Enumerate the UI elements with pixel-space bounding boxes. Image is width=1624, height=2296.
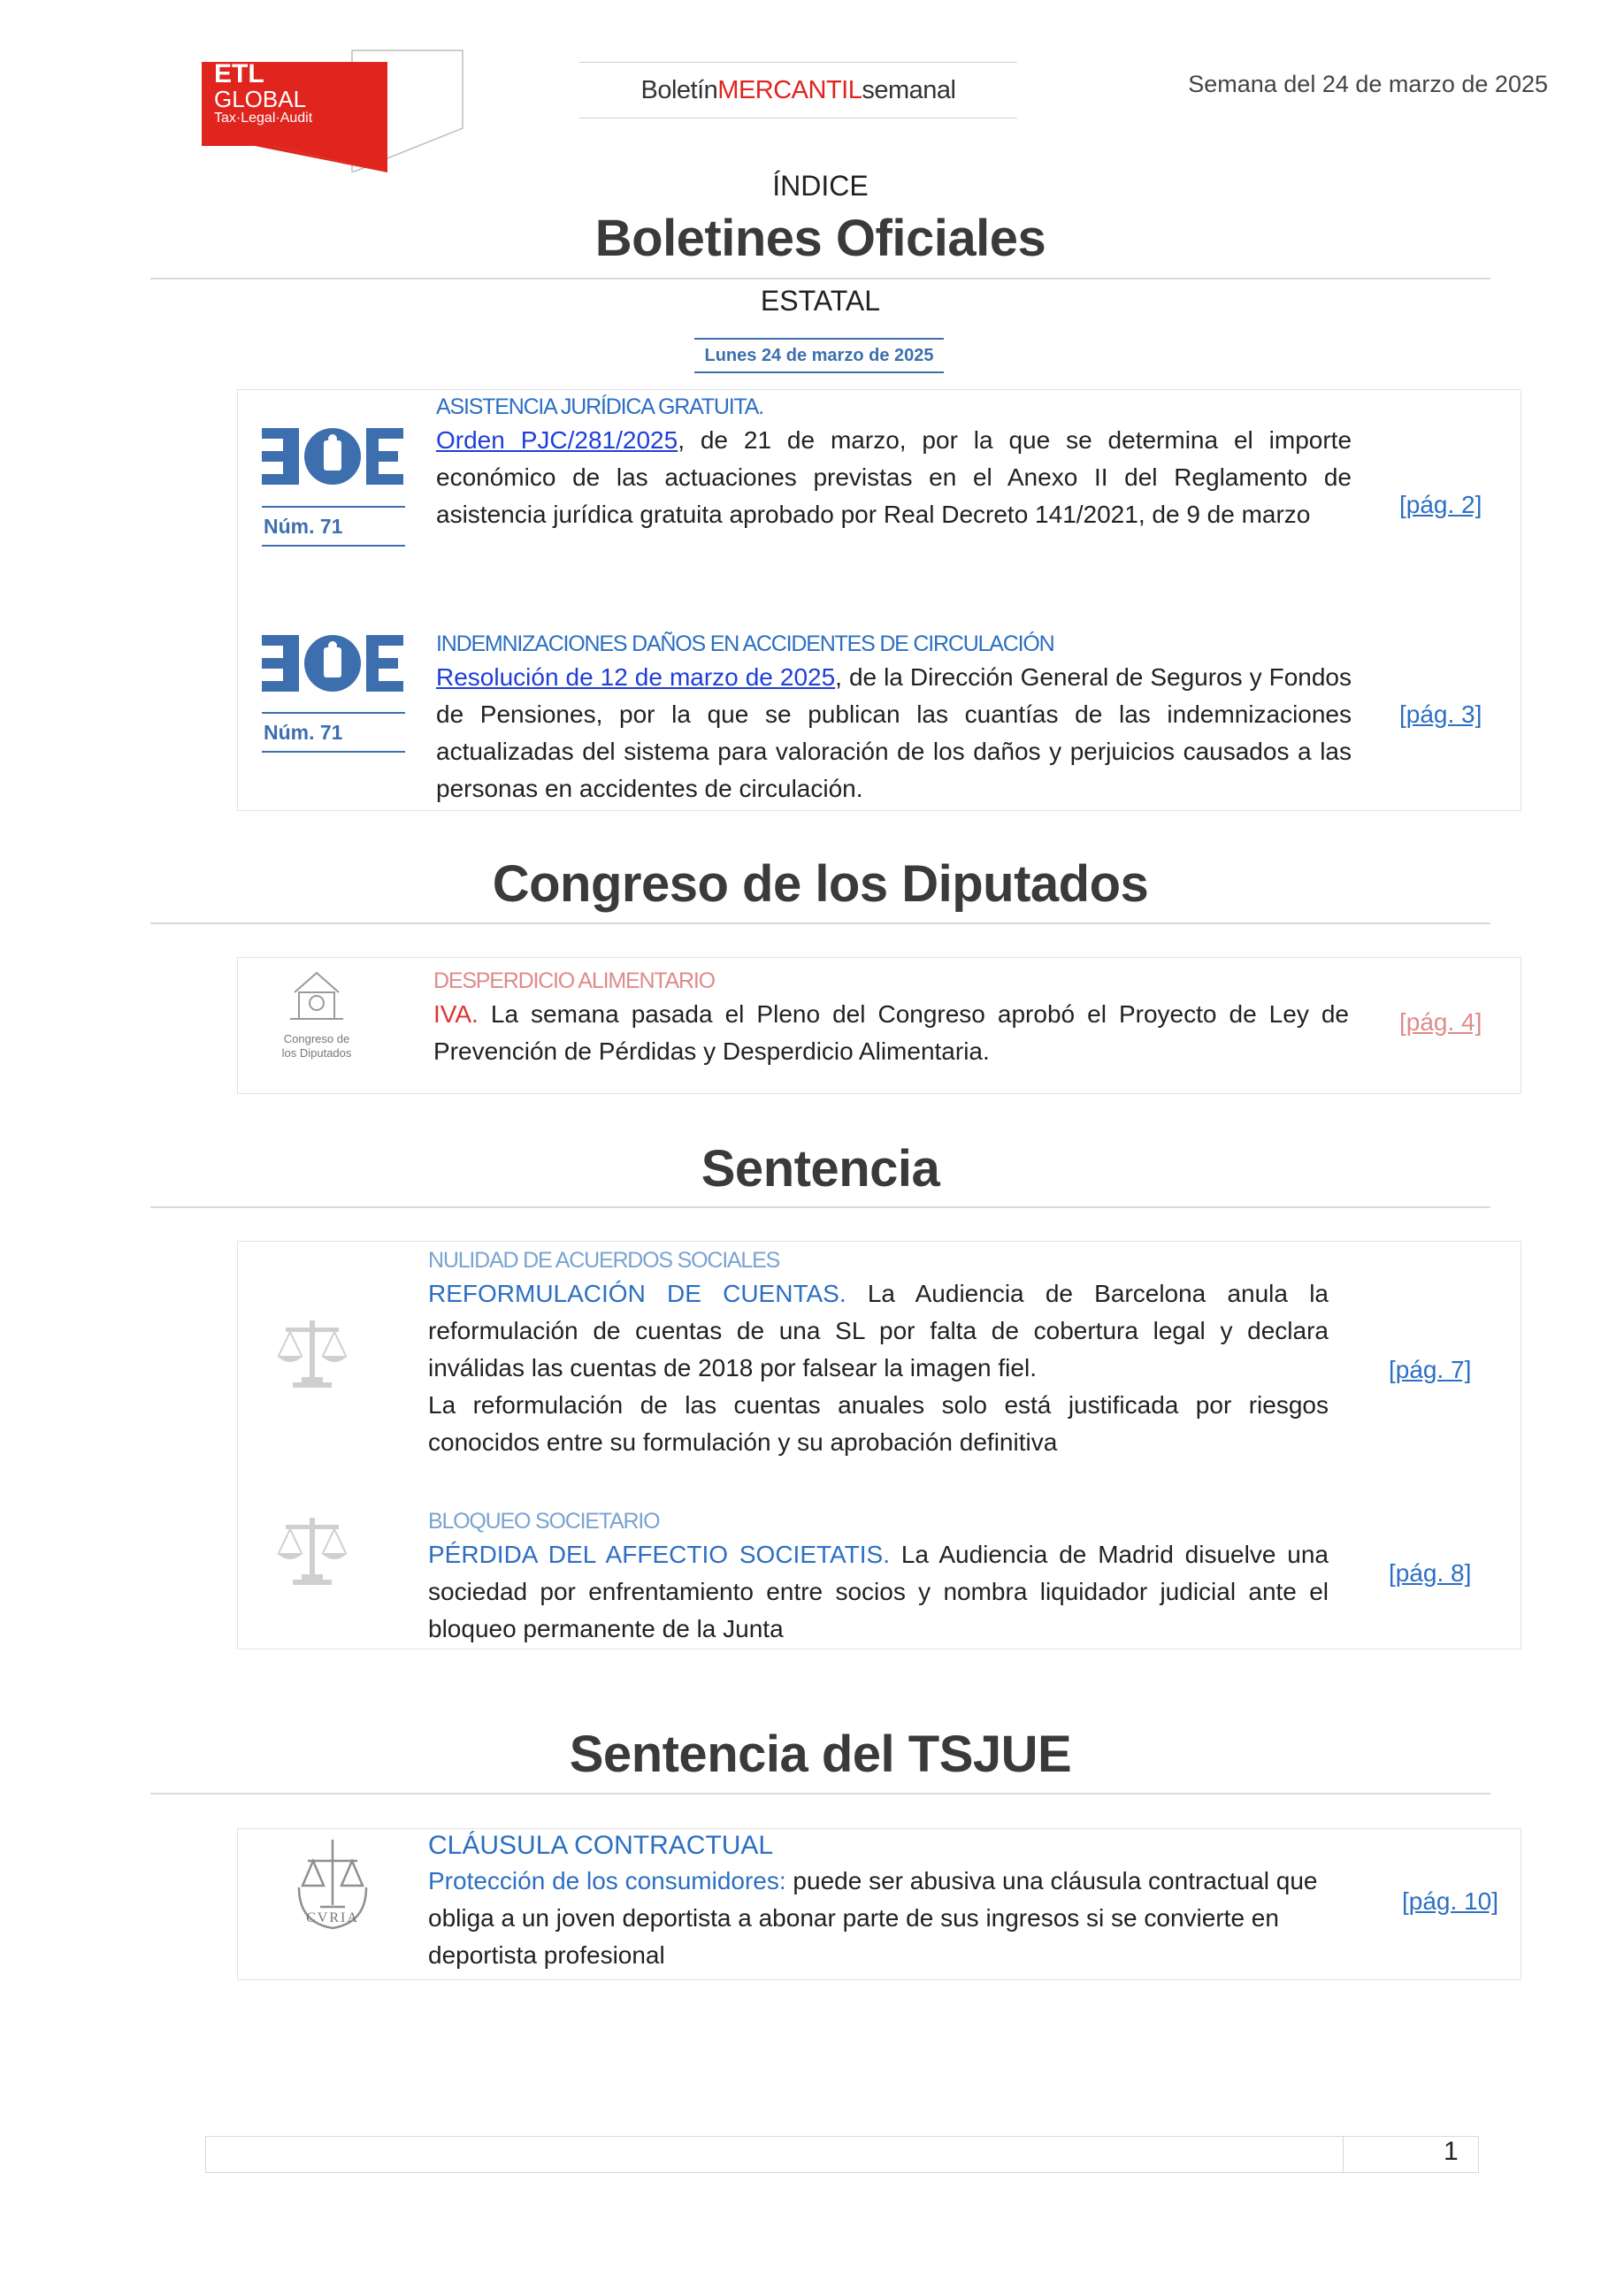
entry-body: La Audiencia de Barcelona anula la reformulación de cuentas de una SL por falta de cobertura legal y declara inválidas las cuentas de 2018 por falsear la imagen fiel. (428, 1280, 1329, 1381)
congreso-logo-line1: Congreso de (283, 1032, 350, 1045)
scales-icon (270, 1511, 355, 1595)
entry-body: La semana pasada el Pleno del Congreso aprobó el Proyecto de Ley de Prevención de Pérdidas y Desperdicio Alimentaria. (433, 1000, 1349, 1065)
logo-tagline: Tax·Legal·Audit (214, 111, 313, 126)
entry-congreso (433, 966, 1349, 1070)
entry-link[interactable]: Orden PJC/281/2025 (436, 426, 678, 454)
index-label: ÍNDICE (772, 170, 869, 202)
entry-boe-2 (436, 629, 1352, 807)
page-number: 1 (1444, 2137, 1459, 2166)
entry-body: , de 21 de marzo, por la que se determina el importe económico de las actuaciones previstas en el Anexo II del Reglamento de asistencia jurídica gratuita aprobado por Real Decreto 141/2021, de 9 de marzo (436, 426, 1352, 528)
entry-category: NULIDAD DE ACUERDOS SOCIALES (428, 1248, 780, 1273)
footer-divider (1343, 2136, 1344, 2173)
bulletin-title-red: MERCANTIL (717, 75, 862, 104)
entry-body: puede ser abusiva una cláusula contractual que obliga a un joven deportista a abonar parte de sus ingresos si se convierte en deportista profesional (428, 1867, 1318, 1969)
entry-category: INDEMNIZACIONES DAÑOS EN ACCIDENTES DE CIRCULACIÓN (436, 631, 1054, 656)
entry-lead: REFORMULACIÓN DE CUENTAS. (428, 1280, 846, 1307)
entry-lead: Protección de los consumidores: (428, 1867, 786, 1894)
boe-issue-badge: Núm. 71 (262, 712, 405, 753)
bulletin-title-pre: Boletín (640, 75, 718, 104)
entry-body: , de la Dirección General de Seguros y Fondos de Pensiones, por la que se publican las cuantías de las indemnizaciones actualizadas del sistema para valoración de los daños y perjuicios causados a las personas en accidentes de circulación. (436, 663, 1352, 802)
boe-logo (262, 635, 403, 696)
etl-global-logo (202, 49, 467, 172)
week-label: Semana del 24 de marzo de 2025 (1188, 71, 1548, 97)
boe-logo (262, 428, 403, 489)
page-ref-link[interactable]: [pág. 7] (1389, 1356, 1472, 1383)
page-ref-link[interactable]: [pág. 10] (1402, 1887, 1498, 1915)
entry-sentencia-1 (428, 1245, 1329, 1461)
section-subtitle-estatal: ESTATAL (760, 285, 881, 317)
entry-lead: IVA. (433, 1000, 479, 1028)
section-title-congreso: Congreso de los Diputados (492, 855, 1149, 913)
entry-text (428, 1863, 1367, 1974)
entry-body: La Audiencia de Madrid disuelve una sociedad por enfrentamiento entre socios y nombra liquidador judicial ante el bloqueo permanente de la Junta (428, 1541, 1329, 1642)
footer-bar (205, 2136, 1479, 2173)
bulletin-title-post: semanal (862, 75, 956, 104)
date-label: Lunes 24 de marzo de 2025 (694, 338, 944, 373)
entry-boe-1 (436, 392, 1352, 533)
section-divider (150, 278, 1490, 279)
logo-global: GLOBAL (214, 86, 307, 112)
entry-category: DESPERDICIO ALIMENTARIO (433, 968, 715, 993)
entry-text (436, 422, 1352, 533)
page-ref-link[interactable]: [pág. 8] (1389, 1559, 1472, 1587)
section-divider (150, 1206, 1490, 1208)
entry-lead: PÉRDIDA DEL AFFECTIO SOCIETATIS. (428, 1541, 890, 1568)
section-title-tsjue: Sentencia del TSJUE (569, 1726, 1072, 1783)
entry-text (433, 996, 1349, 1070)
entry-text-2: La reformulación de las cuentas anuales solo está justificada por riesgos conocidos entre su formulación y su aprobación definitiva (428, 1391, 1329, 1456)
curia-logo (281, 1834, 384, 1937)
page-ref-link[interactable]: [pág. 3] (1399, 700, 1482, 728)
entry-tsjue (428, 1829, 1367, 1974)
boe-issue-badge: Núm. 71 (262, 506, 405, 547)
entry-text (428, 1275, 1329, 1387)
section-divider (150, 1793, 1490, 1795)
scales-icon (270, 1313, 355, 1397)
page-ref-link[interactable]: [pág. 2] (1399, 491, 1482, 518)
page-ref-link[interactable]: [pág. 4] (1399, 1008, 1482, 1036)
bulletin-title (579, 62, 1017, 119)
entry-sentencia-2 (428, 1506, 1329, 1648)
curia-logo-text: CVRIA (306, 1910, 359, 1925)
section-title-boletines: Boletines Oficiales (594, 210, 1046, 267)
entry-text (436, 659, 1352, 807)
section-title-sentencia: Sentencia (701, 1140, 940, 1198)
congreso-logo (264, 957, 370, 1060)
entry-category: ASISTENCIA JURÍDICA GRATUITA. (436, 394, 763, 419)
section-divider (150, 922, 1490, 924)
entry-category: BLOQUEO SOCIETARIO (428, 1509, 660, 1534)
logo-etl: ETL (214, 59, 264, 88)
entry-text (428, 1536, 1329, 1648)
congreso-logo-line2: los Diputados (281, 1046, 352, 1060)
entry-link[interactable]: Resolución de 12 de marzo de 2025 (436, 663, 836, 691)
entry-category: CLÁUSULA CONTRACTUAL (428, 1831, 774, 1860)
